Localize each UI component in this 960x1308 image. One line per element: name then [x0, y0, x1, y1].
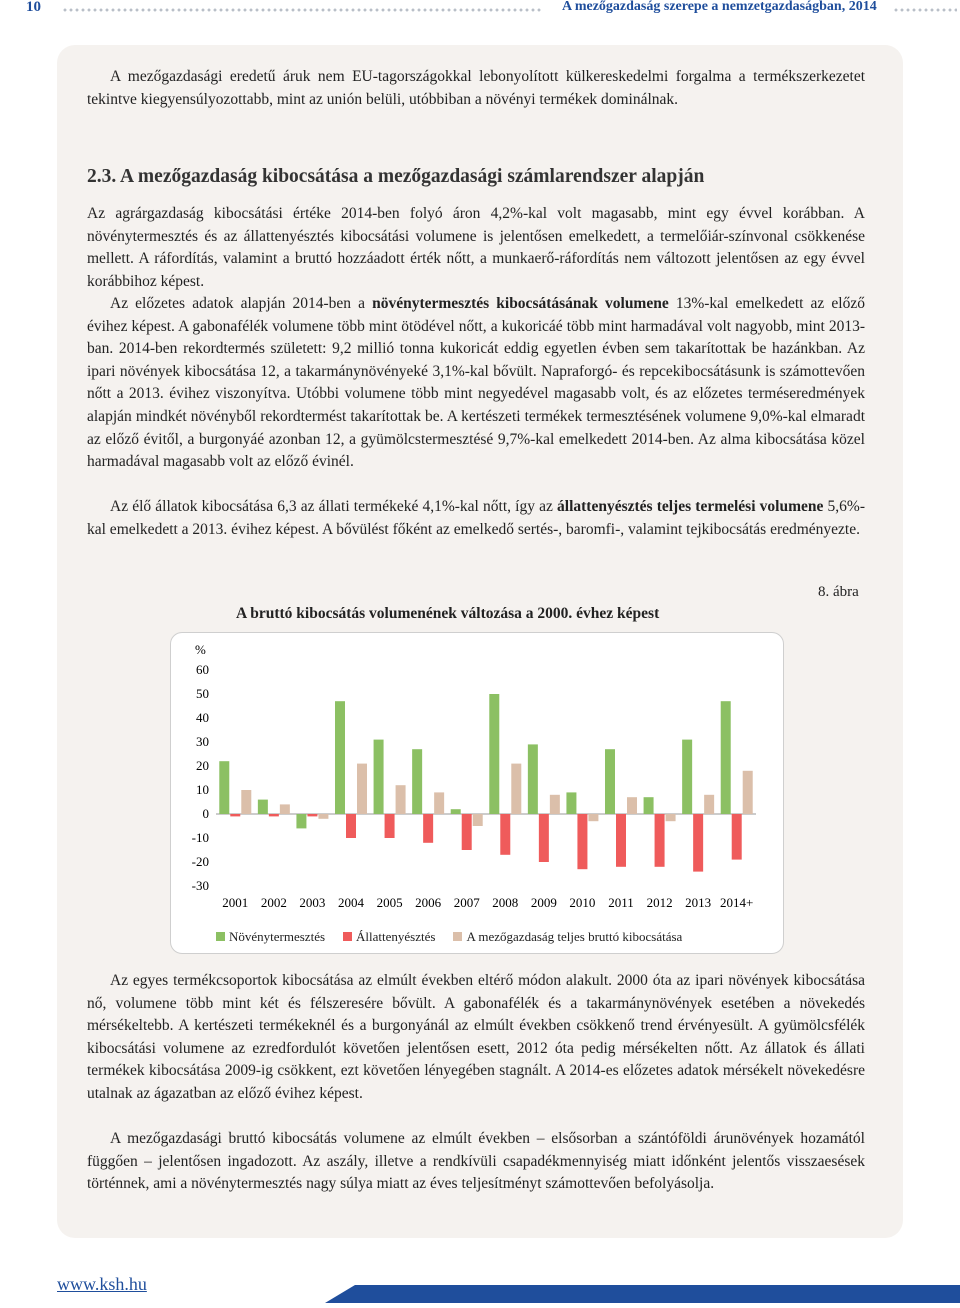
bar-animal-2003 — [307, 814, 317, 816]
bar-animal-2014+ — [732, 814, 742, 860]
paragraph-2 — [87, 293, 865, 474]
bar-total-2004 — [357, 764, 367, 814]
bar-plant-2005 — [374, 740, 384, 814]
bar-animal-2013 — [693, 814, 703, 872]
legend-label: A mezőgazdaság teljes bruttó kibocsátása — [466, 929, 683, 944]
bar-total-2009 — [550, 795, 560, 814]
bar-total-2003 — [318, 814, 328, 819]
bar-animal-2004 — [346, 814, 356, 838]
paragraph-4: Az egyes termékcsoportok kibocsátása az elmúlt években eltérő módon alakult. 2000 óta az ipari növények kibocsátása nő, volumene több mint két és félszeresére bővült. A gabonafélék és a takarmánynövények esetében a növekedés mérsékeltebb. A kertészeti termékeknél és a burgonyánál az elmúlt években csökkenő trend érvényesült. A gyümölcsfélék kibocsátási volumene az ezredfordulót követően jelentősen esett, 2012 óta pedig mérsékelten nőtt. Az állatok és állati termékek kibocsátása 2009-ig csökkent, ezt követően lényegében stagnált. A 2014-es előzetes adatok mérsékelt növekedésre utalnak az ágazatban az előző évihez képest. — [87, 972, 865, 1102]
bar-plant-2006 — [412, 749, 422, 814]
x-tick-label: 2010 — [569, 895, 596, 910]
bar-plant-2002 — [258, 800, 268, 814]
footer-url-link[interactable]: www.ksh.hu — [57, 1274, 147, 1294]
paragraph-1: Az agrárgazdaság kibocsátási értéke 2014-ben folyó áron 4,2%-kal volt magasabb, mint egy évvel korábban. A növénytermesztés és az állattenyésztés kibocsátási volumene is jelentősen emelkedett, a termelőiár-színvonal csökkenése mellett. A ráfordítás, valamint a bruttó hozzáadott érték nőtt, a munkaerő-ráfordítás nem változott jelentősen az egy évvel korábbihoz képest. — [87, 205, 865, 290]
y-tick-label: 10 — [196, 782, 209, 797]
bar-animal-2006 — [423, 814, 433, 843]
bar-plant-2007 — [451, 809, 461, 814]
bar-plant-2004 — [335, 701, 345, 814]
intro-paragraph: A mezőgazdasági eredetű áruk nem EU-tagországokkal lebonyolított külkereskedelmi forgalma a termékszerkezetet tekintve kiegyensúlyozottabb, mint az unión belüli, utóbbiban a növényi termékek dominálnak. — [87, 68, 865, 108]
bar-total-2007 — [473, 814, 483, 826]
y-axis-label: % — [195, 642, 206, 657]
legend-swatch — [343, 932, 352, 941]
bar-animal-2002 — [269, 814, 279, 816]
bar-total-2014+ — [743, 771, 753, 814]
paragraph-2-emphasis: növénytermesztés kibocsátásának volumene — [372, 295, 669, 312]
paragraph-3-start: Az élő állatok kibocsátása 6,3 az állati termékeké 4,1%-kal nőtt, így az — [110, 498, 558, 515]
bar-animal-2009 — [539, 814, 549, 862]
y-tick-label: -10 — [191, 830, 209, 845]
bar-animal-2012 — [655, 814, 665, 867]
bar-chart — [171, 633, 783, 953]
x-tick-label: 2014+ — [720, 895, 754, 910]
y-tick-label: 0 — [202, 806, 209, 821]
paragraph-3 — [87, 496, 865, 541]
bar-total-2001 — [241, 790, 251, 814]
header-dots-left — [62, 8, 542, 12]
y-tick-label: 50 — [196, 686, 209, 701]
running-title: A mezőgazdaság szerepe a nemzetgazdaságban, 2014 — [562, 0, 877, 14]
bar-animal-2007 — [462, 814, 472, 850]
bar-plant-2008 — [489, 694, 499, 814]
chart-container — [170, 632, 784, 954]
figure-label: 8. ábra — [818, 584, 859, 600]
bar-animal-2005 — [385, 814, 395, 838]
legend-swatch — [216, 932, 225, 941]
bar-total-2010 — [588, 814, 598, 821]
section-title: 2.3. A mezőgazdaság kibocsátása a mezőgazdasági számlarendszer alapján — [87, 166, 705, 187]
bar-plant-2009 — [528, 744, 538, 814]
bar-total-2013 — [704, 795, 714, 814]
legend-item — [216, 929, 325, 945]
x-tick-label: 2013 — [685, 895, 712, 910]
y-tick-label: 30 — [196, 734, 209, 749]
x-tick-label: 2007 — [453, 895, 480, 910]
bar-total-2011 — [627, 797, 637, 814]
bar-plant-2003 — [296, 814, 306, 828]
y-tick-label: 20 — [196, 758, 209, 773]
bar-plant-2014+ — [721, 701, 731, 814]
bar-total-2005 — [396, 785, 406, 814]
x-tick-label: 2012 — [646, 895, 673, 910]
x-tick-label: 2008 — [492, 895, 519, 910]
x-tick-label: 2011 — [608, 895, 634, 910]
bar-animal-2011 — [616, 814, 626, 867]
page-header — [0, 0, 960, 20]
bar-total-2012 — [666, 814, 676, 821]
bar-total-2006 — [434, 792, 444, 814]
x-tick-label: 2004 — [338, 895, 364, 910]
chart-title: A bruttó kibocsátás volumenének változása a 2000. évhez képest — [236, 605, 660, 622]
chart-legend — [216, 929, 700, 945]
x-tick-label: 2006 — [415, 895, 442, 910]
footer-accent-band — [325, 1283, 960, 1303]
bar-animal-2001 — [230, 814, 240, 816]
y-tick-label: -30 — [191, 878, 209, 893]
bar-plant-2012 — [644, 797, 654, 814]
y-tick-label: -20 — [191, 854, 209, 869]
paragraph-3-rest: 5,6%-kal emelkedett a 2013. évihez képest. A bővülést főként az emelkedő sertés-, baromfi-, valamint tejkibocsátás eredményezte. — [87, 498, 865, 538]
paragraph-3-emphasis: állattenyésztés teljes termelési volumene — [557, 498, 824, 515]
header-dots-right — [893, 8, 957, 12]
y-tick-label: 40 — [196, 710, 209, 725]
bar-total-2008 — [511, 764, 521, 814]
bar-total-2002 — [280, 804, 290, 814]
legend-item — [453, 929, 682, 945]
legend-label: Állattenyésztés — [356, 929, 436, 944]
bar-plant-2013 — [682, 740, 692, 814]
x-tick-label: 2003 — [299, 895, 326, 910]
x-tick-label: 2002 — [260, 895, 287, 910]
bar-animal-2008 — [500, 814, 510, 855]
bar-animal-2010 — [577, 814, 587, 869]
legend-label: Növénytermesztés — [229, 929, 326, 944]
x-tick-label: 2005 — [376, 895, 403, 910]
paragraph-2-start: Az előzetes adatok alapján 2014-ben a — [110, 295, 373, 312]
y-tick-label: 60 — [196, 662, 209, 677]
page-number: 10 — [26, 0, 41, 15]
bar-plant-2001 — [219, 761, 229, 814]
paragraph-5: A mezőgazdasági bruttó kibocsátás volumene az elmúlt években – elsősorban a szántóföldi árunövények hozamától függően – jelentősen ingadozott. Az aszály, illetve a rendkívüli csapadékmennyiség miatt időnként jelentős visszaesések történnek, ami a növénytermesztés nagy súlya miatt az éves teljesítményt számottevően befolyásolja. — [87, 1130, 865, 1193]
bar-plant-2010 — [566, 792, 576, 814]
legend-swatch — [453, 932, 462, 941]
x-tick-label: 2001 — [222, 895, 249, 910]
legend-item — [343, 929, 435, 945]
paragraph-2-rest: 13%-kal emelkedett az előző évihez képest. A gabonafélék volumene több mint ötödével nőtt, a kukoricáé több mint harmadával volt nagyobb, mint 2013-ban. 2014-ben rekordtermés született: 9,2 millió tonna kukoricát eddig egyetlen évben sem takarítottak be hazánkban. Az ipari növények kibocsátása 12, a takarmánynövényeké 3,1%-kal bővült. Napraforgó- és repcekibocsátásunk is számottevően nőtt a 2013. évihez viszonyítva. Utóbbi volumene több mint negyedével magasabb volt, és az előzetes terméseredmények alapján mindkét növényből rekordtermést takarítottak be. A kertészeti termékek termesztésének volumene 9,0%-kal elmaradt az előző évitől, a burgonyáé azonban 12, a gyümölcstermesztésé 9,7%-kal emelkedett 2014-ben. Az alma kibocsátása közel harmadával magasabb volt az előző évinél. — [87, 295, 865, 471]
bar-plant-2011 — [605, 749, 615, 814]
x-tick-label: 2009 — [530, 895, 557, 910]
